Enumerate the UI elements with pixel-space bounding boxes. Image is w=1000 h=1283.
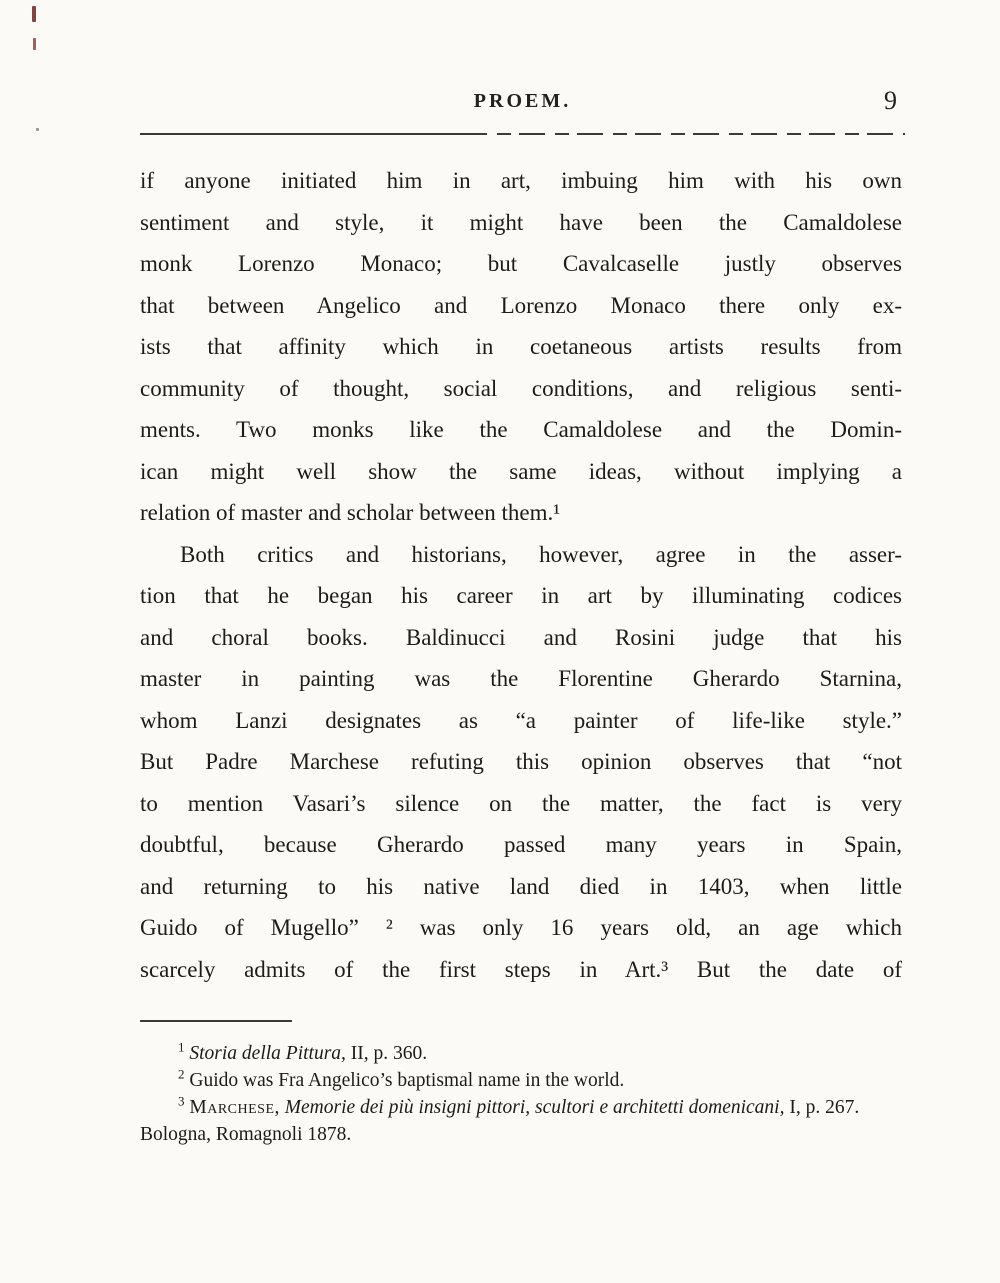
footnote bbox=[140, 1067, 908, 1094]
header-rule-dashed-segment bbox=[461, 133, 905, 135]
page-number: 9 bbox=[884, 86, 897, 115]
text-line: sentiment and style, it might have been the Camaldolese bbox=[140, 209, 902, 235]
footnote bbox=[140, 1040, 908, 1067]
scan-artifact bbox=[36, 128, 39, 131]
footnote-marker: 2 bbox=[178, 1066, 185, 1082]
page-header bbox=[140, 86, 905, 120]
text-line: to mention Vasari’s silence on the matter, the fact is very bbox=[140, 790, 902, 816]
text-line: doubtful, because Gherardo passed many years in Spain, bbox=[140, 832, 902, 857]
header-rule bbox=[140, 133, 905, 135]
footnote-work-title: Memorie dei più insigni pittori, scultori e architetti domenicani, bbox=[279, 1097, 785, 1118]
footnote-work-title: Storia della Pittura, bbox=[189, 1043, 346, 1064]
text-line: Guido of Mugello” ² was only 16 years old, an age which bbox=[140, 915, 902, 940]
scan-artifact bbox=[33, 38, 36, 50]
text-line: tion that he began his career in art by illuminating codices bbox=[140, 583, 902, 608]
text-line: ists that affinity which in coetaneous artists results from bbox=[140, 334, 902, 359]
text-line: ments. Two monks like the Camaldolese and the Domin- bbox=[140, 417, 902, 442]
text-line: monk Lorenzo Monaco; but Cavalcaselle justly observes bbox=[140, 251, 902, 276]
text-line: scarcely admits of the first steps in Art.³ But the date of bbox=[140, 956, 902, 982]
footnote bbox=[140, 1094, 908, 1148]
text-line: But Padre Marchese refuting this opinion observes that “not bbox=[140, 749, 902, 774]
text-line: master in painting was the Florentine Gherardo Starnina, bbox=[140, 666, 902, 691]
text-line: if anyone initiated him in art, imbuing him with his own bbox=[140, 168, 902, 193]
text-line: relation of master and scholar between them.¹ bbox=[140, 500, 561, 525]
footnote-separator bbox=[140, 1020, 292, 1022]
paragraph bbox=[140, 160, 902, 534]
header-rule-solid-segment bbox=[140, 133, 461, 135]
running-head: PROEM. bbox=[473, 90, 572, 112]
footnotes bbox=[140, 1040, 908, 1148]
footnote-author: Marchese, bbox=[189, 1097, 280, 1118]
text-line: whom Lanzi designates as “a painter of life-like style.” bbox=[140, 707, 902, 733]
text-line: ican might well show the same ideas, without implying a bbox=[140, 458, 902, 484]
text-line: and returning to his native land died in 1403, when little bbox=[140, 873, 902, 899]
text-line: and choral books. Baldinucci and Rosini judge that his bbox=[140, 624, 902, 650]
footnote-text: II, p. 360. bbox=[345, 1043, 428, 1064]
paragraph bbox=[140, 534, 902, 991]
text-line: community of thought, social conditions, and religious senti- bbox=[140, 375, 902, 401]
footnote-text: Guido was Fra Angelico’s baptismal name in the world. bbox=[189, 1070, 625, 1091]
text-line: that between Angelico and Lorenzo Monaco there only ex- bbox=[140, 292, 902, 318]
footnote-text: I, p. 267. Bologna, Romagnoli 1878. bbox=[140, 1097, 860, 1145]
scan-artifact bbox=[32, 6, 36, 22]
text-line: Both critics and historians, however, agree in the asser- bbox=[180, 541, 902, 567]
body-text bbox=[140, 160, 902, 990]
footnote-marker: 3 bbox=[178, 1093, 185, 1109]
footnote-marker: 1 bbox=[178, 1039, 185, 1055]
